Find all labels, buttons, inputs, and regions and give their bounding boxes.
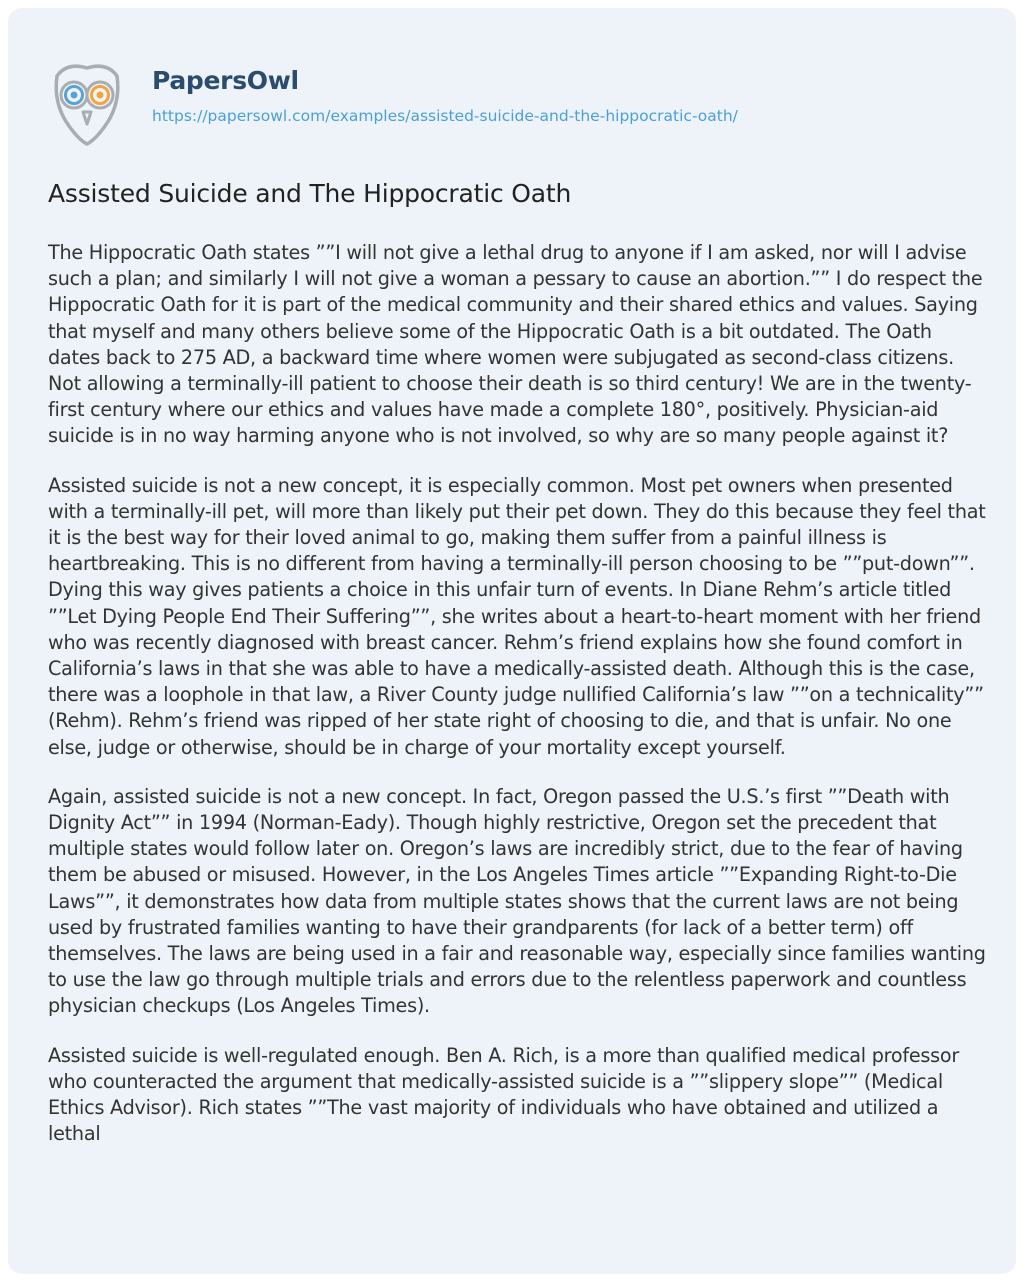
paragraph: Assisted suicide is not a new concept, it is especially common. Most pet owners when presented with a terminally-ill pet, will more than likely put their pet down. They do this because they feel that it is the best way for their loved animal to go, making them suffer from a painful illness is heartbreaking. This is no different from having a terminally-ill person choosing to be ””put-down””. Dying this way gives patients a choice in this unfair turn of events. In Diane Rehm’s article titled ””Let Dying People End Their Suffering””, she writes about a heart-to-heart moment with her friend who was recently diagnosed with breast cancer. Rehm’s friend explains how she found comfort in California’s laws in that she was able to have a medically-assisted death. Although this is the case, there was a loophole in that law, a River County judge nullified California’s law ””on a technicality”” (Rehm). Rehm’s friend was ripped of her state right of choosing to die, and that is unfair. No one else, judge or otherwise, should be in charge of your mortality except yourself. [48, 473, 986, 759]
brand-name[interactable]: PapersOwl [152, 66, 299, 95]
paragraph: The Hippocratic Oath states ””I will not give a lethal drug to anyone if I am asked, nor will I advise such a plan; and similarly I will not give a woman a pessary to cause an abortion.”” I do respect the Hippocratic Oath for it is part of the medical community and their shared ethics and values. Saying that myself and many others believe some of the Hippocratic Oath is a bit outdated. The Oath dates back to 275 AD, a backward time where women were subjugated as second-class citizens. Not allowing a terminally-ill patient to choose their death is so third century! We are in the twenty-first century where our ethics and values have made a complete 180°, positively. Physician-aid suicide is in no way harming anyone who is not involved, so why are so many people against it? [48, 241, 983, 448]
paragraph: Assisted suicide is well-regulated enough. Ben A. Rich, is a more than qualified medical professor who counteracted the argument that medically-assisted suicide is a ””slippery slope”” (Medical Ethics Advisor). Rich states ””The vast majority of individuals who have obtained and utilized a lethal [48, 1043, 960, 1146]
article-body [48, 240, 988, 1171]
document-card [8, 8, 1016, 1274]
owl-logo-icon [49, 58, 125, 148]
page-title: Assisted Suicide and The Hippocratic Oath [48, 179, 572, 208]
header [8, 8, 1016, 148]
paragraph: Again, assisted suicide is not a new concept. In fact, Oregon passed the U.S.’s first ””Death with Dignity Act”” in 1994 (Norman-Eady). Though highly restrictive, Oregon set the precedent that multiple states would follow later on. Oregon’s laws are incredibly strict, due to the fear of having them be abused or misused. However, in the Los Angeles Times article ””Expanding Right-to-Die Laws””, it demonstrates how data from multiple states shows that the current laws are not being used by frustrated families wanting to have their grandparents (for lack of a better term) off themselves. The laws are being used in a fair and reasonable way, especially since families wanting to use the law go through multiple trials and errors due to the relentless paperwork and countless physician checkups (Los Angeles Times). [48, 784, 986, 1018]
source-url-link[interactable]: https://papersowl.com/examples/assisted-suicide-and-the-hippocratic-oath/ [152, 107, 738, 125]
